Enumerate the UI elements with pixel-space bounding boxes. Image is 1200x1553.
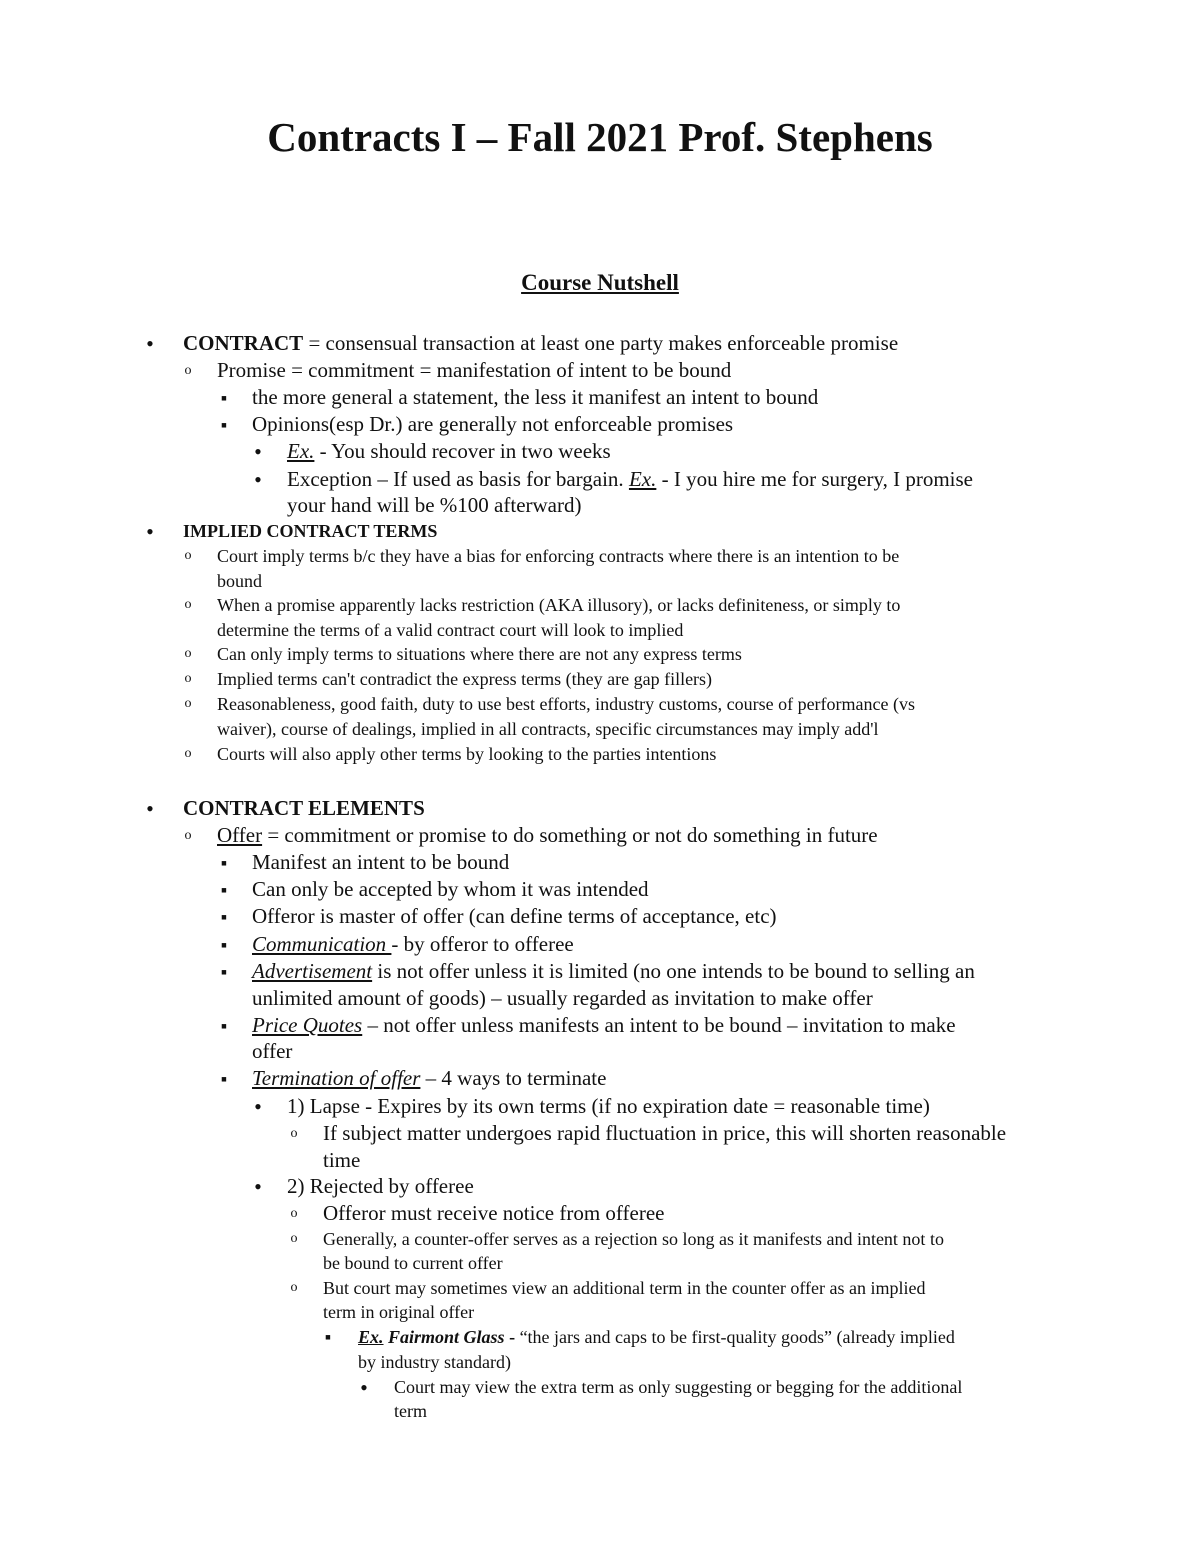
square-marker xyxy=(216,1065,232,1093)
line-text xyxy=(323,1200,664,1227)
line-text xyxy=(217,618,683,643)
line-text xyxy=(217,667,712,692)
document-title: Contracts I – Fall 2021 Prof. Stephens xyxy=(267,114,933,160)
text-run: But court may sometimes view an additional term in the counter offer as an implied xyxy=(323,1278,926,1298)
line-text xyxy=(287,1173,474,1200)
text-run: = consensual transaction at least one party makes enforceable promise xyxy=(303,331,899,355)
text-run: IMPLIED CONTRACT TERMS xyxy=(183,521,438,541)
text-run: - xyxy=(504,1327,520,1347)
text-run: Can only be accepted by whom it was intended xyxy=(252,877,649,901)
text-run: Courts will also apply other terms by looking to the parties intentions xyxy=(217,744,717,764)
line-text xyxy=(323,1300,474,1325)
text-run: – not offer unless manifests an intent to be bound – invitation to make xyxy=(362,1013,956,1037)
line-text xyxy=(252,1065,606,1092)
text-run: the more general a statement, the less it manifest an intent to bound xyxy=(252,385,819,409)
line-text xyxy=(394,1375,962,1400)
circle-marker xyxy=(286,1120,302,1150)
text-run: is not offer unless it is limited (no one intends to be bound to selling an xyxy=(372,959,975,983)
circle-marker xyxy=(180,742,196,769)
bullet-marker xyxy=(250,1093,266,1121)
text-run: Opinions(esp Dr.) are generally not enforceable promises xyxy=(252,412,734,436)
text-run: When a promise apparently lacks restriction (AKA illusory), or lacks definiteness, or simply to xyxy=(217,595,901,615)
line-text xyxy=(287,492,581,519)
line-text xyxy=(217,642,742,667)
text-run: determine the terms of a valid contract court will look to implied xyxy=(217,620,684,640)
text-run: “the jars and caps to be first-quality goods” (already implied xyxy=(519,1327,955,1347)
text-run: – 4 ways to terminate xyxy=(420,1066,607,1090)
line-text xyxy=(252,931,574,958)
text-run: Court may view the extra term as only suggesting or begging for the additional xyxy=(394,1377,963,1397)
circle-marker xyxy=(180,642,196,669)
line-text xyxy=(252,849,509,876)
line-text xyxy=(217,569,262,594)
text-run: Generally, a counter-offer serves as a rejection so long as it manifests and intent not to xyxy=(323,1229,944,1249)
text-run: Advertisement xyxy=(252,959,373,983)
circle-marker xyxy=(180,692,196,719)
text-run: unlimited amount of goods) – usually regarded as invitation to make offer xyxy=(252,986,873,1010)
text-run: Ex. xyxy=(287,439,315,463)
text-run: Reasonableness, good faith, duty to use best efforts, industry customs, course of performance (vs xyxy=(217,694,916,714)
text-run: Communication xyxy=(252,932,392,956)
line-text xyxy=(287,466,973,493)
square-marker xyxy=(216,958,232,986)
line-text xyxy=(217,357,731,384)
text-run: be bound to current offer xyxy=(323,1253,503,1273)
square-marker xyxy=(216,411,232,439)
text-run: time xyxy=(323,1148,361,1172)
text-run: your hand will be %100 afterward) xyxy=(287,493,582,517)
circle-marker xyxy=(180,544,196,571)
line-text xyxy=(252,1012,956,1039)
line-text xyxy=(323,1276,926,1301)
square-marker xyxy=(216,1012,232,1040)
text-run: term in original offer xyxy=(323,1302,475,1322)
text-run: Termination of offer xyxy=(252,1066,421,1090)
text-run: If subject matter undergoes rapid fluctuation in price, this will shorten reasonable xyxy=(323,1121,1007,1145)
line-text xyxy=(217,544,899,569)
circle-marker xyxy=(180,357,196,387)
line-text xyxy=(217,692,915,717)
text-run: - You should recover in two weeks xyxy=(314,439,611,463)
line-text xyxy=(323,1251,503,1276)
text-run: 1) Lapse - Expires by its own terms (if no expiration date = reasonable time) xyxy=(287,1094,930,1118)
section-heading: Course Nutshell xyxy=(521,270,679,295)
text-run: Offeror must receive notice from offeree xyxy=(323,1201,665,1225)
bullet-marker xyxy=(250,438,266,466)
text-run: waiver), course of dealings, implied in all contracts, specific circumstances may imply add'l xyxy=(217,719,879,739)
line-text xyxy=(323,1147,360,1174)
line-text xyxy=(217,822,878,849)
circle-marker xyxy=(286,1200,302,1230)
line-text xyxy=(287,438,611,465)
square-marker xyxy=(216,849,232,877)
line-text xyxy=(183,519,437,544)
line-text xyxy=(358,1325,955,1350)
bullet-marker xyxy=(250,1173,266,1201)
text-run: CONTRACT ELEMENTS xyxy=(183,796,425,820)
circle-marker xyxy=(180,822,196,852)
line-text xyxy=(183,330,898,357)
bullet-marker xyxy=(250,466,266,494)
text-run: CONTRACT xyxy=(183,331,304,355)
line-text xyxy=(252,384,818,411)
line-text xyxy=(323,1120,1006,1147)
text-run: Ex. xyxy=(628,467,657,491)
square-marker xyxy=(216,876,232,904)
line-text xyxy=(252,958,975,985)
bullet-marker xyxy=(142,519,158,546)
line-text xyxy=(217,593,900,618)
bullet-marker xyxy=(356,1375,372,1402)
line-text xyxy=(252,411,733,438)
text-run: Exception – If used as basis for bargain. xyxy=(287,467,629,491)
text-run: Court imply terms b/c they have a bias for enforcing contracts where there is an intention to be xyxy=(217,546,900,566)
square-marker xyxy=(216,931,232,959)
line-text xyxy=(323,1227,944,1252)
line-text xyxy=(358,1350,511,1375)
line-text xyxy=(394,1399,427,1424)
text-run: - by offeror to offeree xyxy=(391,932,574,956)
text-run: Ex. xyxy=(358,1327,384,1347)
line-text xyxy=(183,795,425,822)
text-run: 2) Rejected by offeree xyxy=(287,1174,474,1198)
text-run: Offer xyxy=(217,823,263,847)
line-text xyxy=(217,742,716,767)
line-text xyxy=(217,717,879,742)
text-run: Promise = commitment = manifestation of intent to be bound xyxy=(217,358,732,382)
text-run: bound xyxy=(217,571,262,591)
text-run: = commitment or promise to do something or not do something in future xyxy=(262,823,878,847)
text-run: by industry standard) xyxy=(358,1352,511,1372)
square-marker xyxy=(216,903,232,931)
text-run: - I you hire me for surgery, I promise xyxy=(656,467,974,491)
line-text xyxy=(252,876,649,903)
square-marker xyxy=(216,384,232,412)
circle-marker xyxy=(286,1227,302,1254)
line-text xyxy=(252,985,873,1012)
text-run: Fairmont Glass xyxy=(388,1327,505,1347)
square-marker xyxy=(320,1325,336,1350)
text-run: Price Quotes xyxy=(252,1013,363,1037)
bullet-marker xyxy=(142,795,158,823)
line-text xyxy=(252,903,777,930)
circle-marker xyxy=(180,593,196,620)
text-run: offer xyxy=(252,1039,293,1063)
circle-marker xyxy=(180,667,196,694)
line-text xyxy=(252,1038,292,1065)
text-run: Manifest an intent to be bound xyxy=(252,850,510,874)
bullet-marker xyxy=(142,330,158,358)
text-run: Implied terms can't contradict the express terms (they are gap fillers) xyxy=(217,669,713,689)
circle-marker xyxy=(286,1276,302,1303)
line-text xyxy=(287,1093,930,1120)
text-run: Can only imply terms to situations where there are not any express terms xyxy=(217,644,742,664)
text-run: term xyxy=(394,1401,427,1421)
text-run: Offeror is master of offer (can define terms of acceptance, etc) xyxy=(252,904,777,928)
